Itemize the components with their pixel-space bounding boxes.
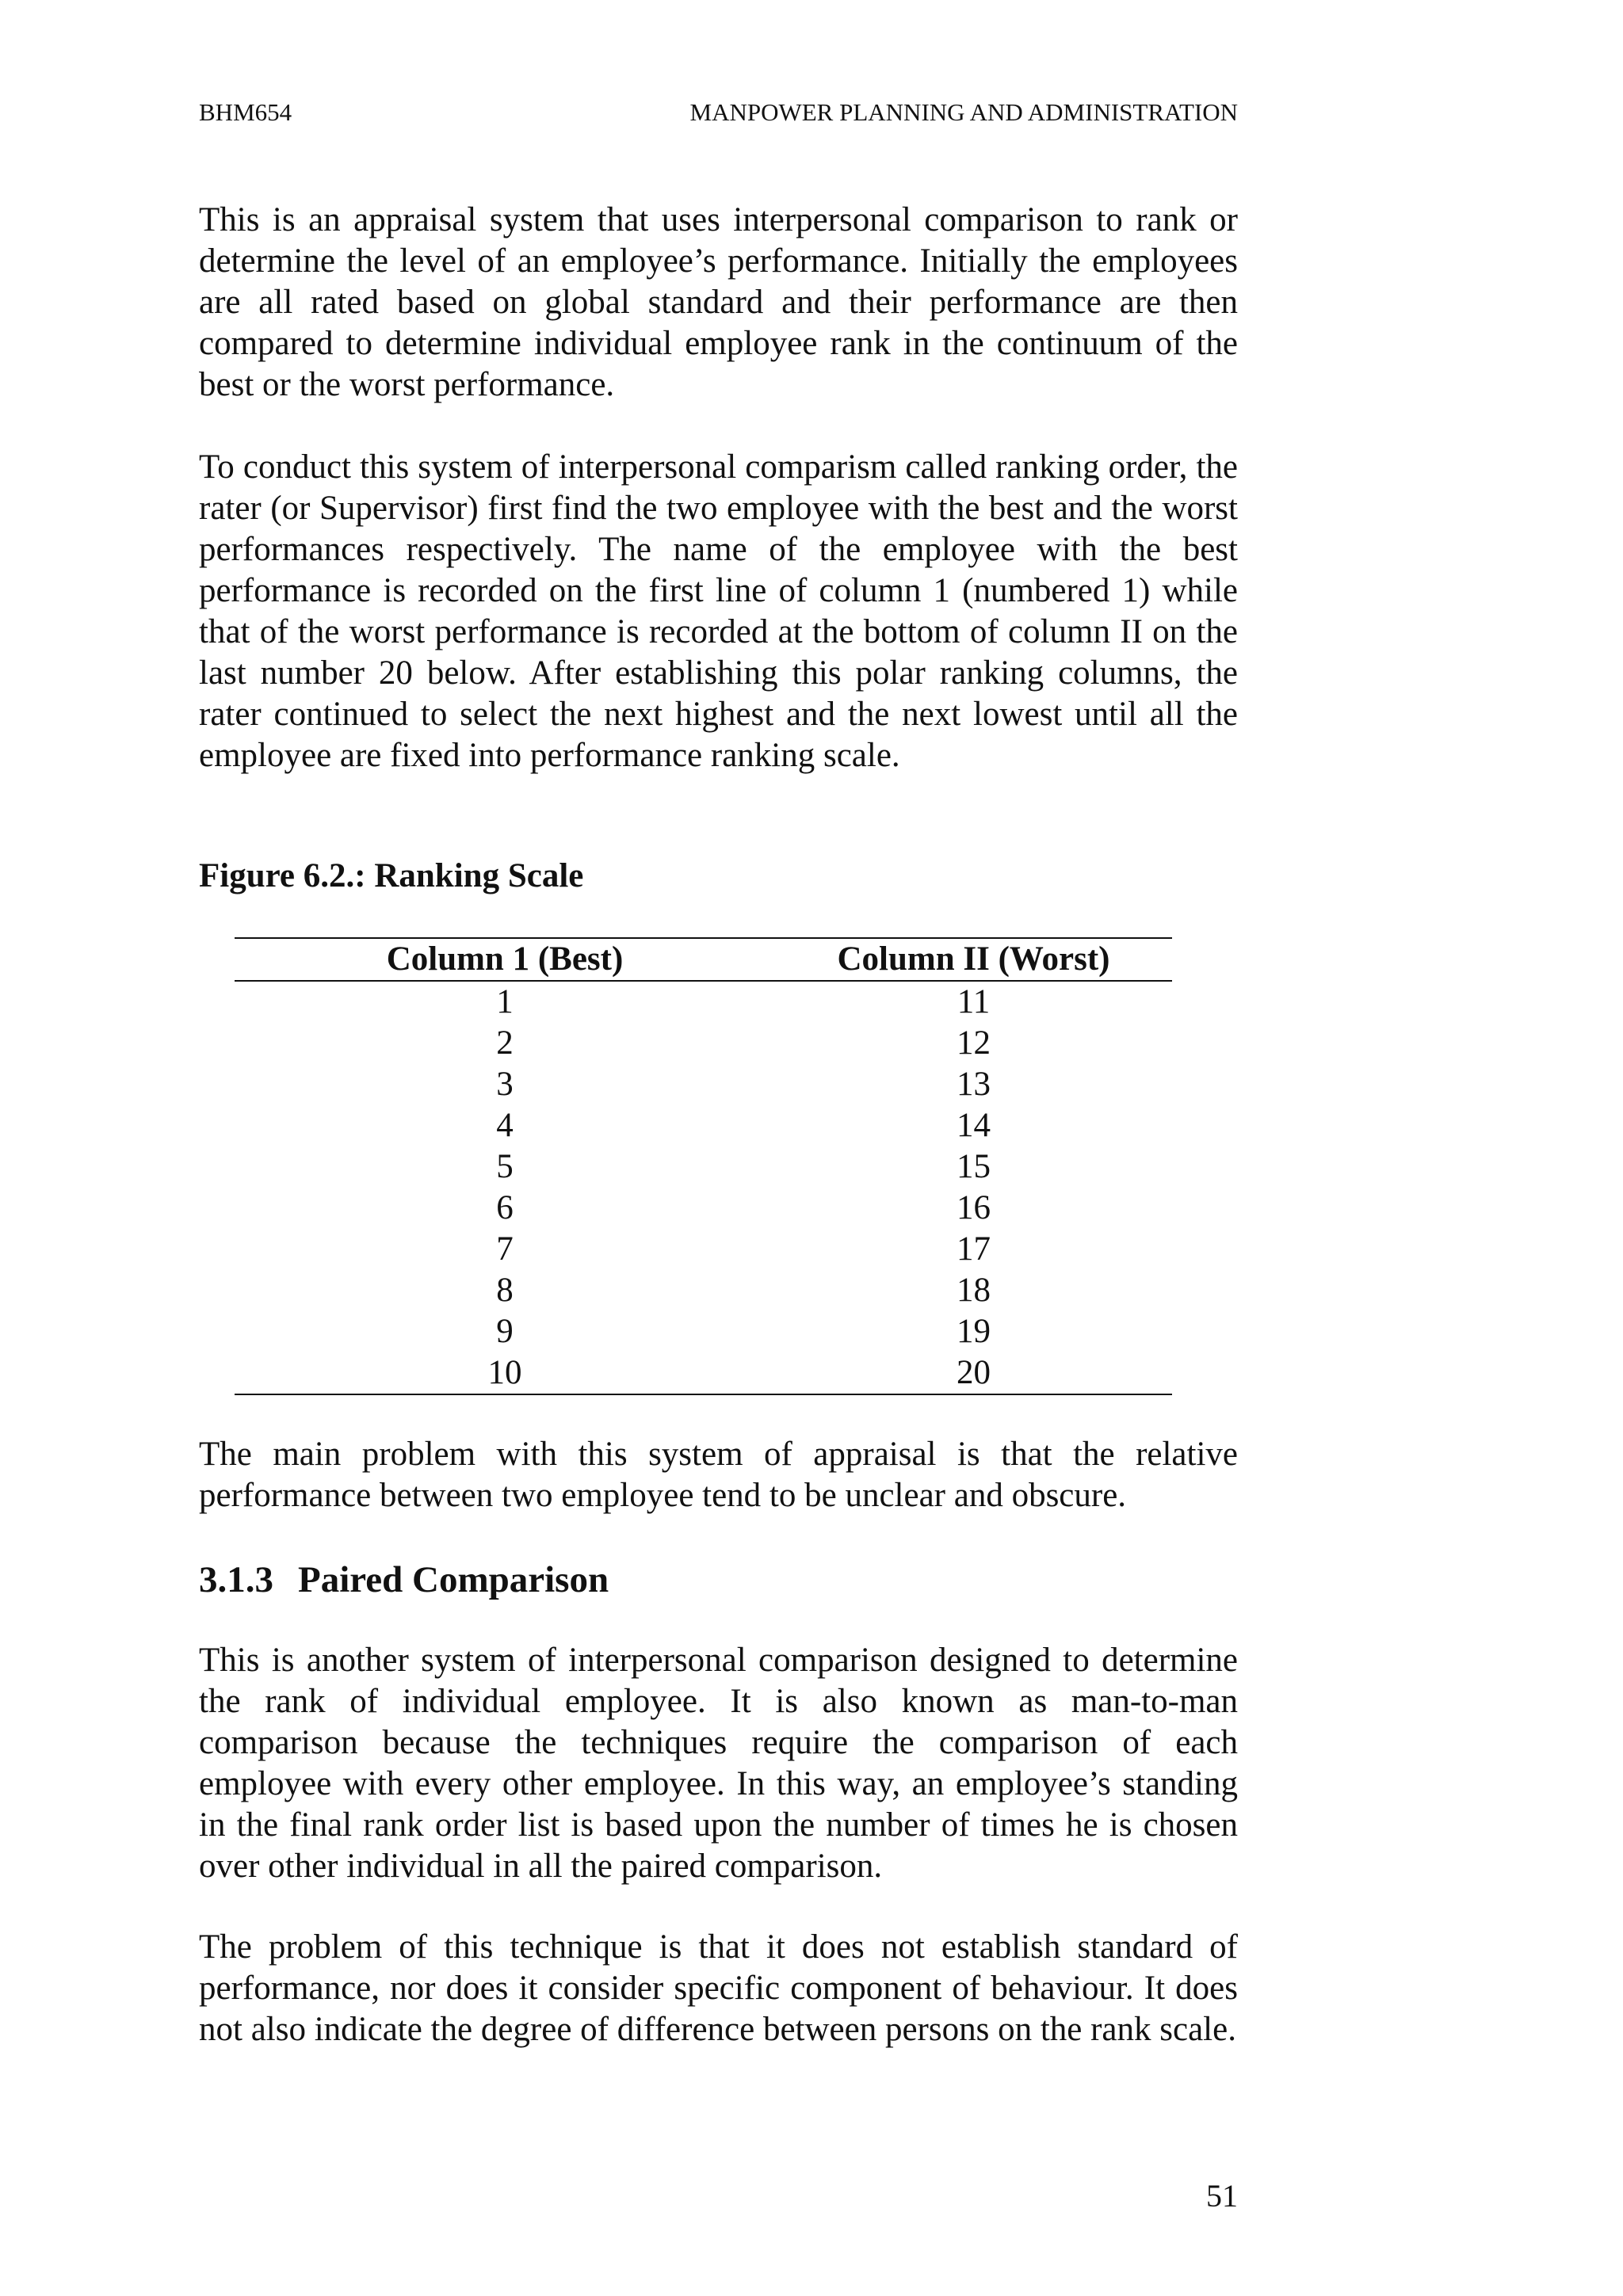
table-row: [235, 1188, 1172, 1229]
table-row: [235, 1023, 1172, 1064]
running-header: [199, 98, 1238, 133]
table-cell-worst: 19: [957, 1313, 991, 1350]
table-cell-worst: 13: [957, 1066, 991, 1103]
table-cell-best: 5: [496, 1148, 514, 1185]
table-cell-worst: 11: [957, 983, 991, 1020]
page-number: 51: [1206, 2178, 1238, 2214]
table-cell-best: 3: [496, 1066, 514, 1103]
table-cell-worst: 17: [957, 1230, 991, 1268]
table-cell-best: 4: [496, 1107, 514, 1144]
table-cell-best: 10: [487, 1354, 522, 1391]
table-cell-worst: 20: [957, 1354, 991, 1391]
table-row: [235, 1064, 1172, 1105]
section-number: 3.1.3: [199, 1559, 273, 1600]
course-title: MANPOWER PLANNING AND ADMINISTRATION: [689, 98, 1238, 126]
table-cell-best: 1: [496, 983, 514, 1020]
figure-caption: Figure 6.2.: Ranking Scale: [199, 857, 584, 894]
table-cell-best: 9: [496, 1313, 514, 1350]
section-heading: [199, 1558, 609, 1602]
table-row: [235, 1352, 1172, 1394]
paragraph-paired-problem: The problem of this technique is that it does not establish standard of performance, nor does it consider specific component of behaviour. It does not also indicate the degree of difference between persons on the rank scale.: [199, 1928, 1238, 2048]
paragraph-ranking-problem: The main problem with this system of appraisal is that the relative performance between two employee tend to be unclear and obscure.: [199, 1436, 1238, 1514]
column-header-best: Column 1 (Best): [386, 940, 624, 978]
table-cell-worst: 16: [957, 1189, 991, 1226]
table-cell-worst: 15: [957, 1148, 991, 1185]
table-header-row: [235, 938, 1172, 981]
table-row: [235, 1270, 1172, 1311]
table-row: [235, 1146, 1172, 1188]
table-row: [235, 1311, 1172, 1352]
paragraph-paired-comparison: This is another system of interpersonal comparison designed to determine the rank of individual employee. It is also known as man-to-man comparison because the techniques require the comparison of each employee with every other employee. In this way, an employee’s standing in the final rank order list is based upon the number of times he is chosen over other individual in all the paired comparison.: [199, 1642, 1238, 1885]
table-row: [235, 981, 1172, 1023]
ranking-scale-table: [235, 937, 1172, 1395]
paragraph-appraisal-intro: This is an appraisal system that uses interpersonal comparison to rank or determine the level of an employee’s performance. Initially the employees are all rated based on global standard and their performance are then compared to determine individual employee rank in the continuum of the best or the worst performance.: [199, 201, 1238, 403]
paragraph-ranking-order: To conduct this system of interpersonal comparism called ranking order, the rater (or Supervisor) first find the two employee with the best and the worst performances respectively. The name of the employee with the best performance is recorded on the first line of column 1 (numbered 1) while that of the worst performance is recorded at the bottom of column II on the last number 20 below. After establishing this polar ranking columns, the rater continued to select the next highest and the next lowest until all the employee are fixed into performance ranking scale.: [199, 448, 1238, 774]
table-row: [235, 1229, 1172, 1270]
column-header-worst: Column II (Worst): [837, 940, 1110, 978]
table-row: [235, 1105, 1172, 1146]
table-cell-worst: 18: [957, 1272, 991, 1309]
table-cell-best: 6: [496, 1189, 514, 1226]
table-cell-best: 8: [496, 1272, 514, 1309]
table-cell-best: 7: [496, 1230, 514, 1268]
section-title: Paired Comparison: [298, 1559, 609, 1600]
course-code: BHM654: [199, 98, 292, 126]
table-cell-best: 2: [496, 1024, 514, 1062]
table-cell-worst: 14: [957, 1107, 991, 1144]
table-cell-worst: 12: [957, 1024, 991, 1062]
